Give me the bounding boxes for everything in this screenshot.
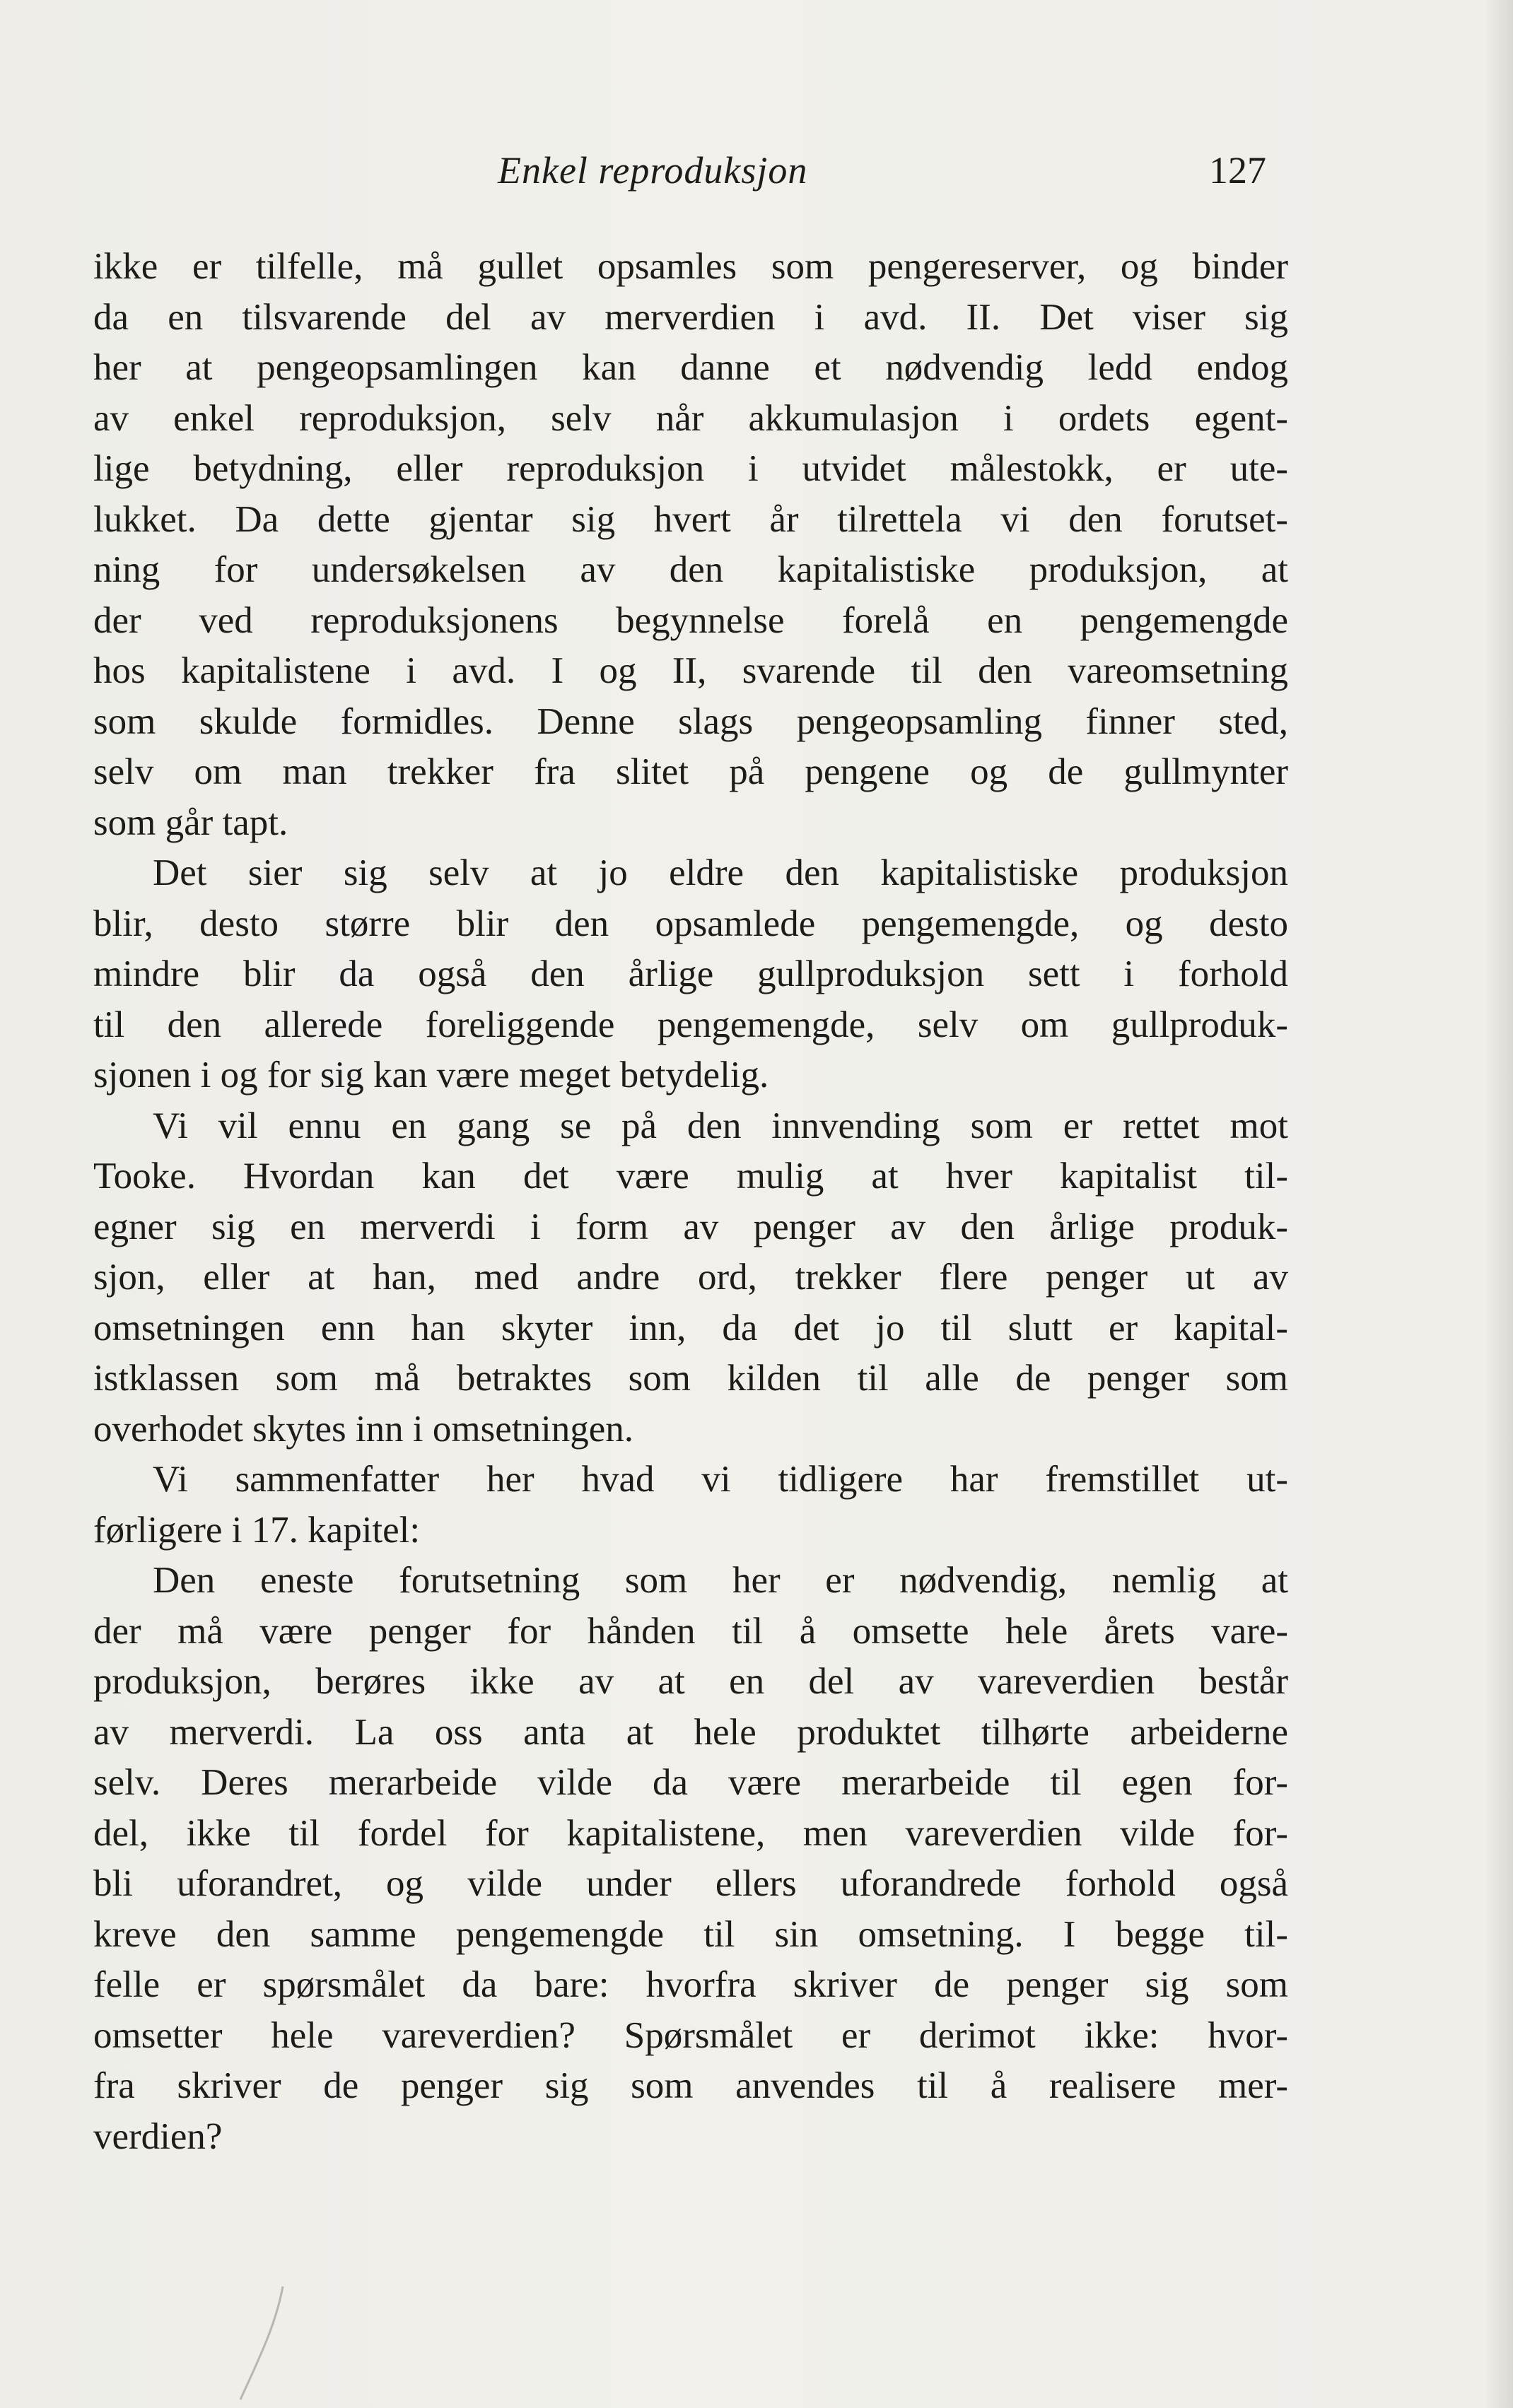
text-line: omsetningen enn han skyter inn, da det jo til slutt er kapital- [93,1307,1288,1349]
text-line: istklassen som må betraktes som kilden til alle de penger som [93,1358,1288,1399]
text-line: Det sier sig selv at jo eldre den kapitalistiske produksjon [153,852,1288,893]
text-line: hos kapitalistene i avd. I og II, svarende til den vareomsetning [93,650,1288,691]
text-line: ikke er tilfelle, må gullet opsamles som pengereserver, og binder [93,246,1288,287]
text-line: selv om man trekker fra slitet på pengene og de gullmynter [93,751,1288,792]
text-line: av enkel reproduksjon, selv når akkumulasjon i ordets egent- [93,397,1288,439]
text-line: Vi sammenfatter her hvad vi tidligere har fremstillet ut- [153,1459,1288,1500]
text-line: ning for undersøkelsen av den kapitalistiske produksjon, at [93,549,1288,590]
text-line: da en tilsvarende del av merverdien i avd. II. Det viser sig [93,296,1288,338]
text-line: overhodet skytes inn i omsetningen. [93,1408,633,1450]
text-line: førligere i 17. kapitel: [93,1509,421,1551]
body-text [93,242,1288,2162]
text-line: del, ikke til fordel for kapitalistene, men vareverdien vilde for- [93,1812,1288,1854]
text-line: av merverdi. La oss anta at hele produktet tilhørte arbeiderne [93,1711,1288,1753]
text-line: sjon, eller at han, med andre ord, trekker flere penger ut av [93,1257,1288,1298]
text-line: blir, desto større blir den opsamlede pengemengde, og desto [93,903,1288,944]
text-line: produksjon, berøres ikke av at en del av vareverdien består [93,1661,1288,1702]
text-line: bli uforandret, og vilde under ellers uforandrede forhold også [93,1863,1288,1904]
page-number: 127 [1209,149,1266,192]
text-line: mindre blir da også den årlige gullproduksjon sett i forhold [93,953,1288,994]
text-line: Vi vil ennu en gang se på den innvending som er rettet mot [153,1105,1288,1146]
text-line: som går tapt. [93,801,288,843]
page-edge-shadow [1485,0,1513,2408]
pencil-mark [233,2283,297,2403]
text-line: felle er spørsmålet da bare: hvorfra skriver de penger sig som [93,1964,1288,2005]
text-line: kreve den samme pengemengde til sin omsetning. I begge til- [93,1913,1288,1955]
text-line: som skulde formidles. Denne slags pengeopsamling finner sted, [93,700,1288,742]
text-line: sjonen i og for sig kan være meget betydelig. [93,1055,769,1096]
text-line: selv. Deres merarbeide vilde da være merarbeide til egen for- [93,1762,1288,1803]
text-line: der ved reproduksjonens begynnelse forelå en pengemengde [93,599,1288,641]
text-line: omsetter hele vareverdien? Spørsmålet er derimot ikke: hvor- [93,2014,1288,2056]
text-line: fra skriver de penger sig som anvendes til å realisere mer- [93,2065,1288,2106]
text-line: der må være penger for hånden til å omsette hele årets vare- [93,1610,1288,1652]
running-title: Enkel reproduksjon [498,149,808,192]
text-line: her at pengeopsamlingen kan danne et nødvendig ledd endog [93,347,1288,388]
text-line: Tooke. Hvordan kan det være mulig at hver kapitalist til- [93,1156,1288,1197]
text-line: lukket. Da dette gjentar sig hvert år tilrettela vi den forutset- [93,498,1288,540]
text-line: egner sig en merverdi i form av penger av den årlige produk- [93,1206,1288,1247]
text-line: verdien? [93,2115,223,2157]
text-line: til den allerede foreliggende pengemengde, selv om gullproduk- [93,1004,1288,1045]
text-line: lige betydning, eller reproduksjon i utvidet målestokk, er ute- [93,448,1288,489]
running-header [0,148,1513,205]
text-line: Den eneste forutsetning som her er nødvendig, nemlig at [153,1560,1288,1601]
